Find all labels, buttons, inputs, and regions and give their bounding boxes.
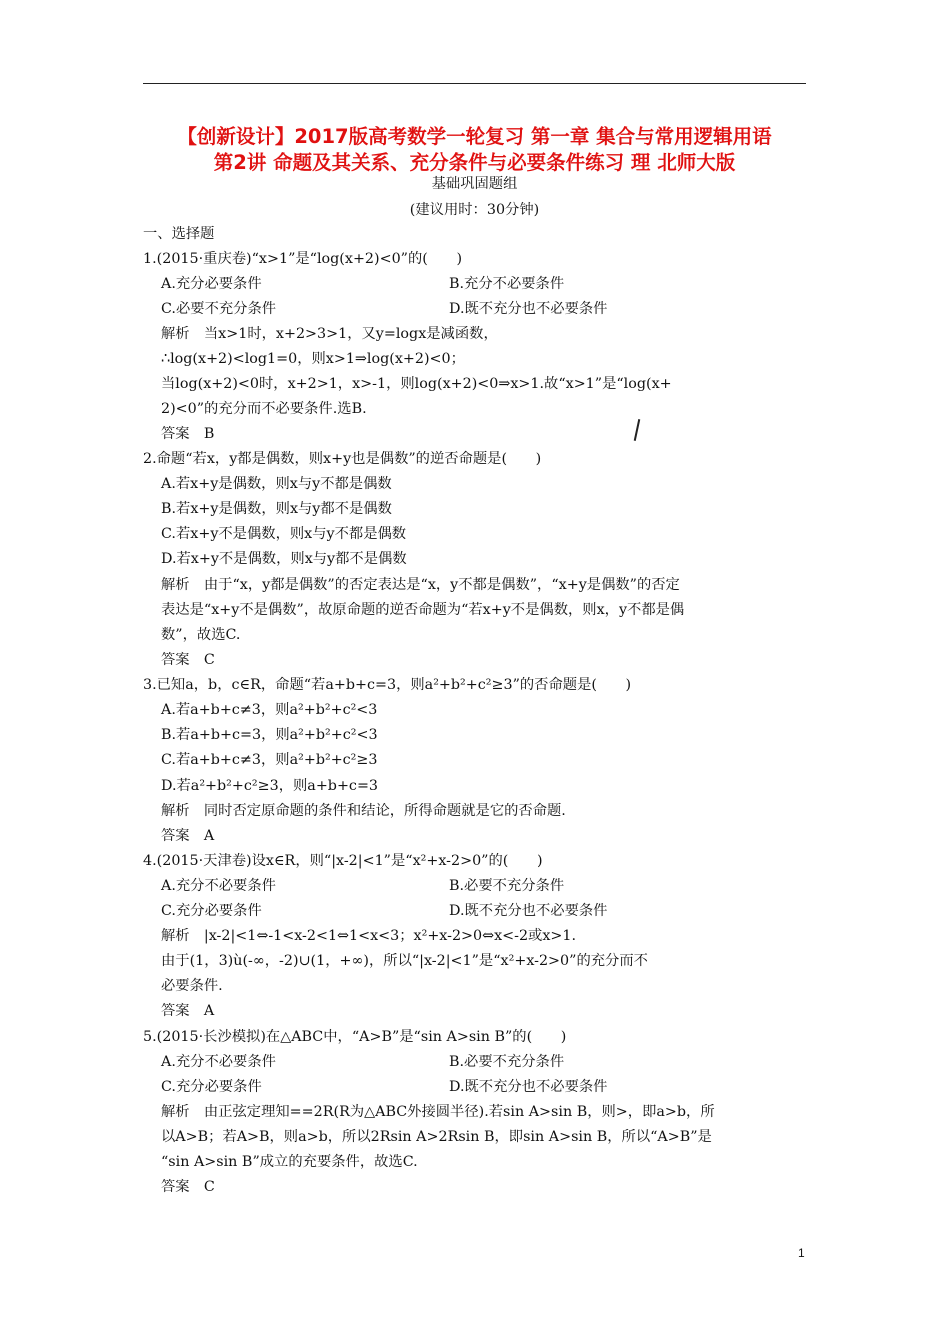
q1-analysis-2: ∴log(x+2)<log1=0，则x>1⇒log(x+2)<0；	[161, 351, 465, 367]
q4-stem: 4.(2015·天津卷)设x∈R，则“|x-2|<1”是“x²+x-2>0”的( )	[143, 853, 543, 869]
q4-analysis-2: 由于(1，3)ù(-∞，-2)∪(1，+∞)，所以“|x-2|<1”是“x²+x-2>0”的充分而不	[161, 953, 648, 969]
q5-analysis-1: 解析 由正弦定理知==2R(R为△ABC外接圆半径).若sin A>sin B，则>，即a>b，所	[161, 1104, 715, 1120]
q4-option-b: B.必要不充分条件	[449, 878, 565, 894]
q2-option-c: C.若x+y不是偶数，则x与y不都是偶数	[161, 526, 407, 542]
q1-option-a: A.充分必要条件	[161, 276, 262, 292]
slash-mark	[634, 419, 641, 441]
q3-option-d: D.若a²+b²+c²≥3，则a+b+c=3	[161, 778, 379, 794]
q4-analysis-3: 必要条件.	[161, 978, 223, 994]
page-number: 1	[798, 1246, 805, 1260]
q1-stem: 1.(2015·重庆卷)“x>1”是“log(x+2)<0”的( )	[143, 251, 463, 267]
q4-option-a: A.充分不必要条件	[161, 878, 276, 894]
q1-option-b: B.充分不必要条件	[449, 276, 565, 292]
q3-option-b: B.若a+b+c=3，则a²+b²+c²<3	[161, 727, 378, 743]
time-hint: (建议用时：30分钟)	[409, 202, 540, 218]
q2-option-d: D.若x+y不是偶数，则x与y都不是偶数	[161, 551, 407, 567]
q5-option-d: D.既不充分也不必要条件	[449, 1079, 608, 1095]
q4-analysis-1: 解析 |x-2|<1⇔-1<x-2<1⇔1<x<3；x²+x-2>0⇔x<-2或x>1.	[161, 928, 577, 944]
document-title-line1: 【创新设计】2017版高考数学一轮复习 第一章 集合与常用逻辑用语	[177, 125, 772, 148]
q2-option-a: A.若x+y是偶数，则x与y不都是偶数	[161, 476, 392, 492]
q4-answer: 答案 A	[161, 1003, 215, 1019]
q3-analysis-1: 解析 同时否定原命题的条件和结论，所得命题就是它的否命题.	[161, 803, 566, 819]
q5-analysis-2: 以A>B；若A>B，则a>b，所以2Rsin A>2Rsin B，即sin A>sin B，所以“A>B”是	[161, 1129, 712, 1145]
q5-analysis-3: “sin A>sin B”成立的充要条件，故选C.	[161, 1154, 418, 1170]
q2-option-b: B.若x+y是偶数，则x与y都不是偶数	[161, 501, 392, 517]
q1-analysis-1: 解析 当x>1时，x+2>3>1，又y=logx是减函数，	[161, 326, 498, 342]
q1-analysis-3: 当log(x+2)<0时，x+2>1，x>-1，则log(x+2)<0⇒x>1.故“x>1”是“log(x+	[161, 376, 672, 392]
q5-option-b: B.必要不充分条件	[449, 1054, 565, 1070]
header-rule	[143, 83, 806, 84]
document-title-line2: 第2讲 命题及其关系、充分条件与必要条件练习 理 北师大版	[213, 151, 736, 174]
q3-option-a: A.若a+b+c≠3，则a²+b²+c²<3	[161, 702, 378, 718]
q2-analysis-1: 解析 由于“x，y都是偶数”的否定表达是“x，y不都是偶数”，“x+y是偶数”的否定	[161, 577, 680, 593]
q3-option-c: C.若a+b+c≠3，则a²+b²+c²≥3	[161, 752, 378, 768]
section-heading: 一、选择题	[143, 226, 215, 242]
q3-stem: 3.已知a，b，c∈R，命题“若a+b+c=3，则a²+b²+c²≥3”的否命题是( )	[143, 677, 632, 693]
q1-option-c: C.必要不充分条件	[161, 301, 277, 317]
q5-answer: 答案 C	[161, 1179, 215, 1195]
q5-option-a: A.充分不必要条件	[161, 1054, 276, 1070]
q1-analysis-4: 2)<0”的充分而不必要条件.选B.	[161, 401, 367, 417]
q2-analysis-3: 数”，故选C.	[161, 627, 241, 643]
q4-option-d: D.既不充分也不必要条件	[449, 903, 608, 919]
q2-analysis-2: 表达是“x+y不是偶数”，故原命题的逆否命题为“若x+y不是偶数，则x，y不都是偶	[161, 602, 685, 618]
subtitle: 基础巩固题组	[431, 176, 518, 192]
q3-answer: 答案 A	[161, 828, 215, 844]
q5-option-c: C.充分必要条件	[161, 1079, 262, 1095]
q1-answer: 答案 B	[161, 426, 215, 442]
q4-option-c: C.充分必要条件	[161, 903, 262, 919]
q2-answer: 答案 C	[161, 652, 215, 668]
q5-stem: 5.(2015·长沙模拟)在△ABC中，“A>B”是“sin A>sin B”的( )	[143, 1029, 567, 1045]
q1-option-d: D.既不充分也不必要条件	[449, 301, 608, 317]
q2-stem: 2.命题“若x，y都是偶数，则x+y也是偶数”的逆否命题是( )	[143, 451, 542, 467]
